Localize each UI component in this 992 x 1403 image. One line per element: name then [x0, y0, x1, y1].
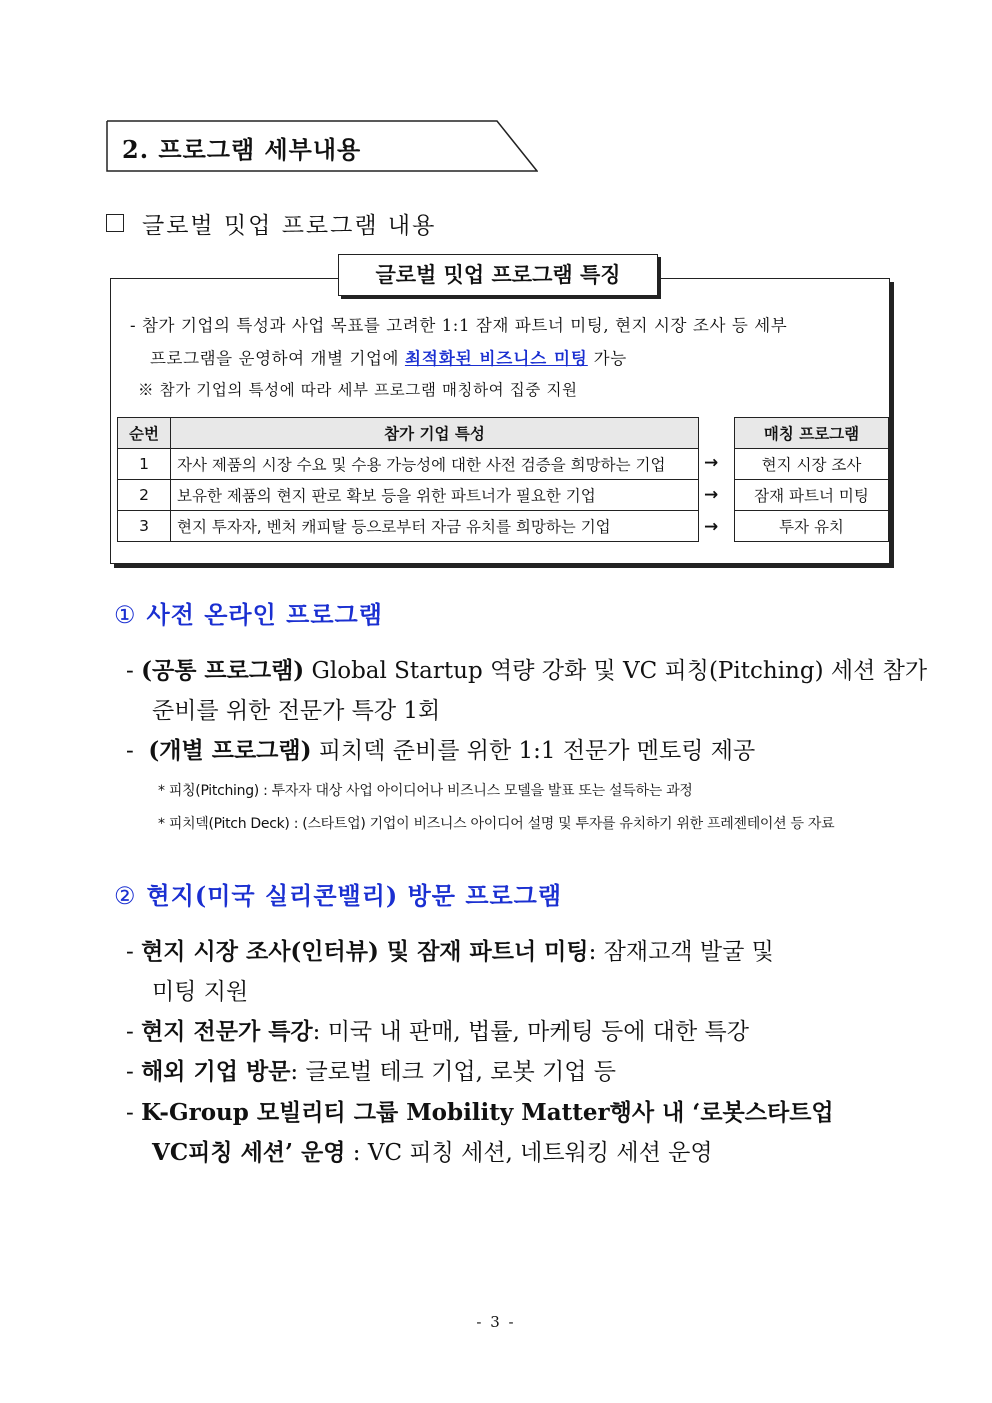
- table-header-row: [735, 418, 889, 449]
- feature-line-2-post: 가능: [587, 349, 627, 368]
- row-no: 3: [118, 511, 171, 542]
- item-text: : 미국 내 판매, 법률, 마케팅 등에 대한 특강: [312, 1019, 749, 1045]
- arrow-right-icon: →: [704, 485, 719, 505]
- arrow-right-icon: →: [704, 517, 719, 537]
- program-1-item-1: [126, 652, 927, 685]
- item-bold: 해외 기업 방문: [141, 1058, 291, 1085]
- item-text: : 잠재고객 발굴 및: [588, 939, 774, 965]
- program-1-item-1-cont: 준비를 위한 전문가 특강 1회: [152, 698, 441, 724]
- item-text: : 글로벌 테크 기업, 로봇 기업 등: [290, 1059, 616, 1085]
- program-2-heading: [114, 876, 562, 911]
- program-1-number: ①: [114, 601, 137, 629]
- row-no: 2: [118, 480, 171, 511]
- dash: -: [126, 1100, 134, 1126]
- feature-line-2-pre: 프로그램을 운영하여 개별 기업에: [150, 349, 405, 368]
- checkbox-square-icon: [106, 214, 124, 232]
- program-2-item-1: [126, 933, 774, 966]
- program-2-item-4-cont: [152, 1134, 713, 1167]
- dash: -: [126, 1019, 134, 1045]
- row-program: 현지 시장 조사: [735, 449, 889, 480]
- program-1-heading: [114, 595, 383, 630]
- item-bold: (공통 프로그램): [141, 657, 305, 684]
- feature-line-2: [150, 345, 627, 369]
- program-2-number: ②: [114, 882, 137, 910]
- table-row: [735, 449, 889, 480]
- program-2-item-1-cont: 미팅 지원: [152, 979, 249, 1005]
- page-number: - 3 -: [476, 1313, 516, 1331]
- feature-line-1: - 참가 기업의 특성과 사업 목표를 고려한 1:1 잠재 파트너 미팅, 현지 시장 조사 등 세부: [130, 316, 788, 335]
- item-bold: 현지 시장 조사(인터뷰) 및 잠재 파트너 미팅: [141, 938, 589, 965]
- item-text: : VC 피칭 세션, 네트워킹 세션 운영: [345, 1140, 713, 1166]
- item-text: Global Startup 역량 강화 및 VC 피칭(Pitching) 세션 참가: [304, 658, 928, 684]
- section-header: [106, 120, 538, 172]
- section-title: 2. 프로그램 세부내용: [122, 135, 362, 164]
- program-2-item-3: [126, 1053, 616, 1086]
- feature-note: ※ 참가 기업의 특성에 따라 세부 프로그램 매칭하여 집중 지원: [138, 381, 578, 399]
- dash: -: [126, 738, 134, 764]
- header-program: 매칭 프로그램: [735, 418, 889, 449]
- matching-program-table: [734, 417, 889, 542]
- row-program: 잠재 파트너 미팅: [735, 480, 889, 511]
- item-text: 피치덱 준비를 위한 1:1 전문가 멘토링 제공: [311, 738, 756, 764]
- dash: -: [126, 658, 134, 684]
- footnote-pitch-deck: * 피치덱(Pitch Deck) : (스타트업) 기업이 비즈니스 아이디어 설명 및 투자를 유치하기 위한 프레젠테이션 등 자료: [158, 816, 835, 832]
- table-header-row: [118, 418, 699, 449]
- row-no: 1: [118, 449, 171, 480]
- dash: -: [126, 1059, 134, 1085]
- row-program: 투자 유치: [735, 511, 889, 542]
- company-traits-table: [117, 417, 699, 542]
- table-row: [118, 480, 699, 511]
- table-row: [118, 511, 699, 542]
- program-1-title: 사전 온라인 프로그램: [146, 600, 383, 629]
- dash: -: [126, 939, 134, 965]
- table-row: [735, 511, 889, 542]
- item-bold: K-Group 모빌리티 그룹 Mobility Matter행사 내 ‘로봇스타트업: [141, 1099, 834, 1126]
- footnote-pitching: * 피칭(Pitching) : 투자자 대상 사업 아이디어나 비즈니스 모델을 발표 또는 설득하는 과정: [158, 783, 693, 799]
- header-no: 순번: [118, 418, 171, 449]
- program-2-item-2: [126, 1013, 749, 1046]
- program-2-item-4: [126, 1094, 834, 1127]
- program-2-title: 현지(미국 실리콘밸리) 방문 프로그램: [146, 881, 563, 910]
- header-desc: 참가 기업 특성: [171, 418, 699, 449]
- program-1-item-2: [126, 732, 755, 765]
- table-row: [118, 449, 699, 480]
- subsection-title: 글로벌 밋업 프로그램 내용: [142, 213, 437, 239]
- feature-box-label: 글로벌 밋업 프로그램 특징: [338, 254, 658, 296]
- item-bold: 현지 전문가 특강: [141, 1018, 313, 1045]
- row-desc: 보유한 제품의 현지 판로 확보 등을 위한 파트너가 필요한 기업: [171, 480, 699, 511]
- row-desc: 현지 투자자, 벤처 캐피탈 등으로부터 자금 유치를 희망하는 기업: [171, 511, 699, 542]
- item-bold: (개별 프로그램): [148, 737, 312, 764]
- table-row: [735, 480, 889, 511]
- feature-highlight: 최적화된 비즈니스 미팅: [404, 349, 588, 368]
- arrow-right-icon: →: [704, 453, 719, 473]
- row-desc: 자사 제품의 시장 수요 및 수용 가능성에 대한 사전 검증을 희망하는 기업: [171, 449, 699, 480]
- item-bold: VC피칭 세션’ 운영: [152, 1139, 346, 1166]
